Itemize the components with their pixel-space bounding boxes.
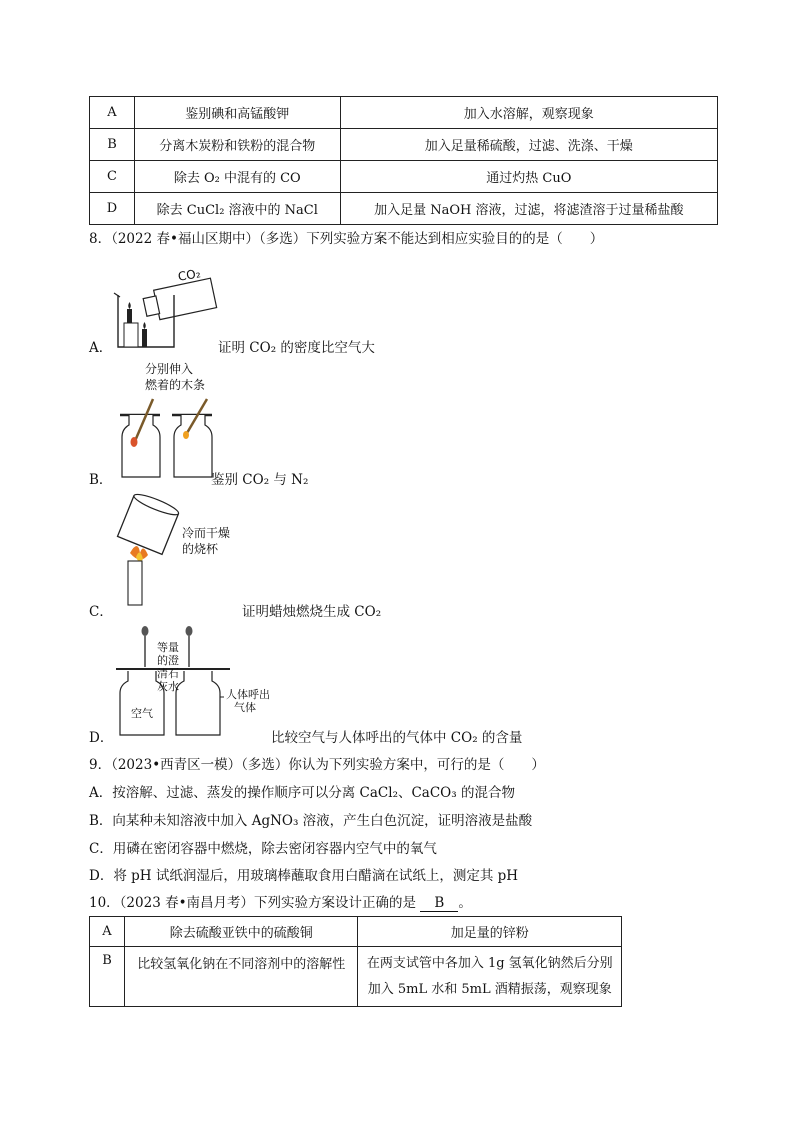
option-b-label: B． xyxy=(89,472,113,488)
row-method: 加入足量稀硫酸，过滤、洗涤、干燥 xyxy=(340,129,717,161)
figure-a-co2-label: CO₂ xyxy=(176,266,202,284)
table-row xyxy=(90,161,718,193)
answer-blank: B xyxy=(420,895,458,912)
figure-d-caption-3: 清石 xyxy=(157,667,179,680)
question-10-stem xyxy=(89,891,472,912)
row-method-line-2: 加入 5mL 水和 5mL 酒精振荡，观察现象 xyxy=(367,981,612,997)
row-label: B xyxy=(90,947,125,1007)
figure-b-caption-1: 分别伸入 xyxy=(145,362,194,376)
row-label: B xyxy=(90,129,135,161)
row-purpose: 鉴别碘和高锰酸钾 xyxy=(134,97,340,129)
option-a: A．按溶解、过滤、蒸发的操作顺序可以分离 CaCl₂、CaCO₃ 的混合物 xyxy=(89,785,515,801)
row-purpose: 比较氢氧化钠在不同溶剂中的溶解性 xyxy=(124,947,358,1007)
figure-d-breath-label-2: 气体 xyxy=(234,701,256,714)
option-d-text: 比较空气与人体呼出的气体中 CO₂ 的含量 xyxy=(271,730,523,746)
row-purpose: 除去硫酸亚铁中的硫酸铜 xyxy=(124,917,358,947)
question-10-end: 。 xyxy=(458,895,472,911)
row-purpose: 除去 CuCl₂ 溶液中的 NaCl xyxy=(134,193,340,225)
option-d: D．将 pH 试纸润湿后，用玻璃棒蘸取食用白醋滴在试纸上，测定其 pH xyxy=(89,868,519,884)
question-9-stem: 9．（2023•西青区一模）（多选）你认为下列实验方案中，可行的是（ ） xyxy=(89,757,545,773)
row-purpose: 分离木炭粉和铁粉的混合物 xyxy=(134,129,340,161)
question-8-stem: 8．（2022 春•福山区期中）（多选）下列实验方案不能达到相应实验目的的是（ ） xyxy=(89,231,604,247)
row-label: D xyxy=(90,193,135,225)
option-c: C．用磷在密闭容器中燃烧，除去密闭容器内空气中的氧气 xyxy=(89,841,437,857)
options-table-2 xyxy=(89,916,622,1007)
figure-c-caption-2: 的烧杯 xyxy=(182,542,219,556)
option-d-label: D． xyxy=(89,730,114,746)
row-method xyxy=(358,947,622,1007)
option-c-label: C． xyxy=(89,604,113,620)
figure-b-caption-2: 燃着的木条 xyxy=(145,378,206,392)
figure-d-breath-label-1: 人体呼出 xyxy=(226,688,270,701)
question-10-text: 10．（2023 春•南昌月考）下列实验方案设计正确的是 xyxy=(89,895,417,911)
figure-a-beaker-candles xyxy=(110,255,230,350)
figure-c-candle-beaker xyxy=(110,495,190,610)
row-method: 加入足量 NaOH 溶液，过滤，将滤渣溶于过量稀盐酸 xyxy=(340,193,717,225)
figure-c-caption-1: 冷而干燥 xyxy=(182,526,231,540)
table-row xyxy=(90,129,718,161)
figure-d-air-label: 空气 xyxy=(131,707,153,720)
option-b: B．向某种未知溶液中加入 AgNO₃ 溶液，产生白色沉淀，证明溶液是盐酸 xyxy=(89,813,533,829)
table-row xyxy=(90,193,718,225)
table-row xyxy=(90,947,622,1007)
table-row xyxy=(90,97,718,129)
table-row xyxy=(90,917,622,947)
row-label: C xyxy=(90,161,135,193)
option-b-text: 鉴别 CO₂ 与 N₂ xyxy=(211,472,309,488)
option-c-text: 证明蜡烛燃烧生成 CO₂ xyxy=(242,604,382,620)
row-label: A xyxy=(90,917,125,947)
row-method: 通过灼热 CuO xyxy=(340,161,717,193)
row-method: 加入水溶解，观察现象 xyxy=(340,97,717,129)
figure-d-caption-2: 的澄 xyxy=(157,654,179,667)
figure-b-gas-bottles xyxy=(115,395,215,480)
option-a-label: A． xyxy=(89,340,113,356)
options-table-1 xyxy=(89,96,718,225)
figure-d-caption-4: 灰水 xyxy=(157,680,179,693)
row-method-line-1: 在两支试管中各加入 1g 氢氧化钠然后分别 xyxy=(366,955,613,971)
figure-d-caption-1: 等量 xyxy=(157,641,179,654)
row-purpose: 除去 O₂ 中混有的 CO xyxy=(134,161,340,193)
option-a-text: 证明 CO₂ 的密度比空气大 xyxy=(218,340,375,356)
row-method: 加足量的锌粉 xyxy=(358,917,622,947)
row-label: A xyxy=(90,97,135,129)
